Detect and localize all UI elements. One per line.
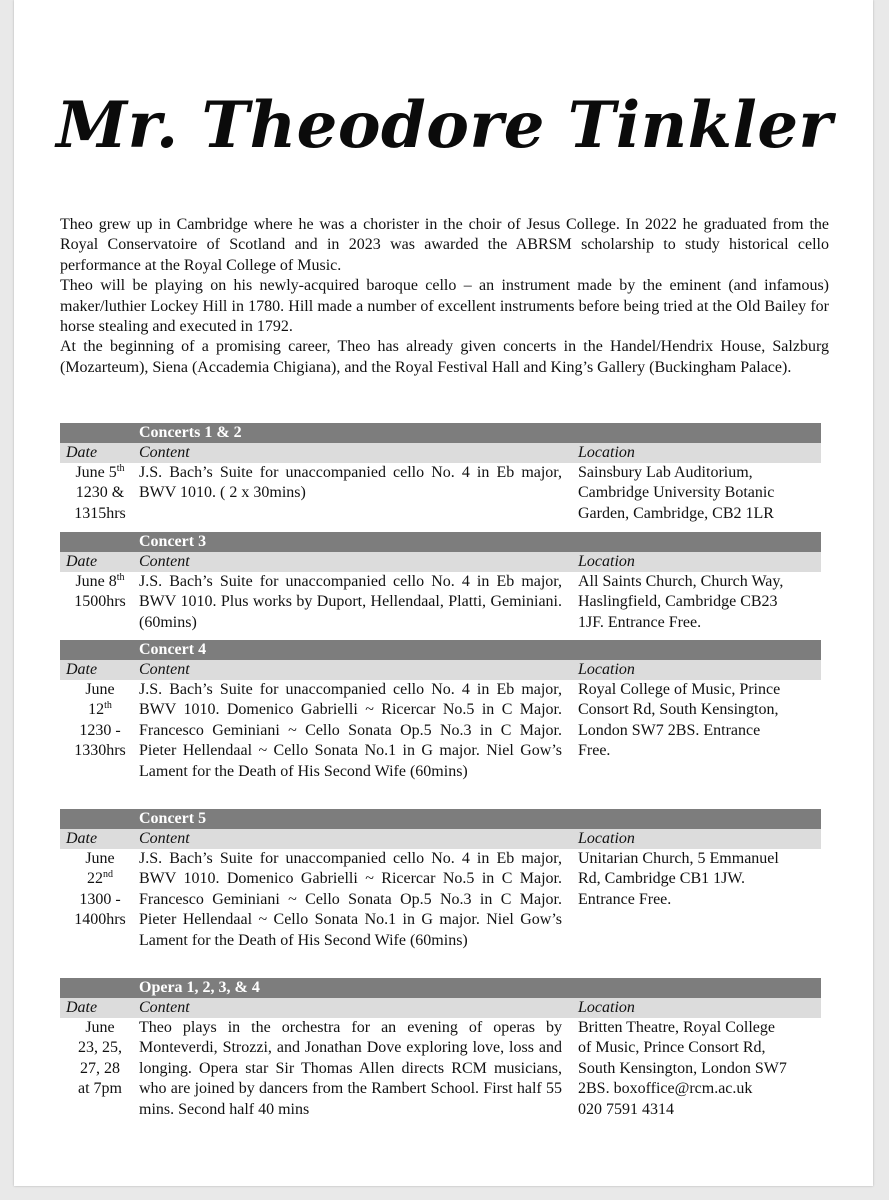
concert-heading: Concert 4	[139, 641, 207, 658]
date-header: Date	[66, 661, 98, 678]
concert-block	[60, 640, 821, 808]
bio-paragraph: At the beginning of a promising career, Theo has already given concerts in the Handel/Hendrix House, Salzburg (Mozarteum), Siena (Accademia Chigiana), and the Royal Festival Hall and King’s Gallery (Buckingham Palace).	[60, 338, 829, 376]
date-header: Date	[66, 444, 98, 461]
location-header: Location	[578, 444, 635, 461]
concert-date: June 22nd 1300 - 1400hrs	[74, 850, 126, 929]
content-header: Content	[139, 830, 190, 847]
concert-location: Sainsbury Lab Auditorium, Cambridge University Botanic Garden, Cambridge, CB2 1LR	[578, 464, 775, 522]
content-header: Content	[139, 444, 190, 461]
concert-content: J.S. Bach’s Suite for unaccompanied cello No. 4 in Eb major, BWV 1010. Plus works by Duport, Hellendaal, Platti, Geminiani. (60mins)	[139, 573, 562, 631]
column-header-row	[60, 443, 821, 463]
concert-date: June 23, 25, 27, 28 at 7pm	[78, 1019, 122, 1098]
concert-block	[60, 423, 821, 530]
column-header-row	[60, 998, 821, 1018]
date-header: Date	[66, 999, 98, 1016]
date-header: Date	[66, 553, 98, 570]
concert-location: Royal College of Music, Prince Consort Rd, South Kensington, London SW7 2BS. Entrance Free.	[578, 681, 781, 760]
concert-details	[60, 1018, 821, 1128]
biography	[60, 215, 829, 378]
concert-details	[60, 849, 821, 977]
page-title: Mr. Theodore Tinkler	[56, 88, 833, 163]
column-header-row	[60, 660, 821, 680]
concert-content: Theo plays in the orchestra for an evening of operas by Monteverdi, Strozzi, and Jonathan Dove exploring love, loss and longing. Opera star Sir Thomas Allen directs RCM musicians, who are joined by dancers from the Rambert School. First half 55 mins. Second half 40 mins	[139, 1019, 562, 1118]
concert-heading-bar	[60, 640, 821, 660]
concert-heading-bar	[60, 978, 821, 998]
concert-block	[60, 532, 821, 638]
concert-content: J.S. Bach’s Suite for unaccompanied cello No. 4 in Eb major, BWV 1010. Domenico Gabrielli ~ Ricercar No.5 in C Major. Francesco Geminiani ~ Cello Sonata Op.5 No.3 in C Major. Pieter Hellendaal ~ Cello Sonata No.1 in G major. Niel Gow’s Lament for the Death of His Second Wife (60mins)	[139, 850, 562, 949]
concert-block	[60, 978, 821, 1128]
bio-paragraph: Theo grew up in Cambridge where he was a chorister in the choir of Jesus College. In 2022 he graduated from the Royal Conservatoire of Scotland and in 2023 was awarded the ABRSM scholarship to study historical cello performance at the Royal College of Music.	[60, 216, 829, 274]
concert-heading-bar	[60, 809, 821, 829]
concert-date: June 5th 1230 & 1315hrs	[74, 463, 126, 522]
concert-heading: Concert 3	[139, 533, 207, 550]
location-header: Location	[578, 999, 635, 1016]
column-header-row	[60, 829, 821, 849]
concert-details	[60, 680, 821, 808]
concert-location: Unitarian Church, 5 Emmanuel Rd, Cambridge CB1 1JW. Entrance Free.	[578, 850, 779, 908]
content-header: Content	[139, 661, 190, 678]
concert-content: J.S. Bach’s Suite for unaccompanied cello No. 4 in Eb major, BWV 1010. ( 2 x 30mins)	[139, 464, 562, 502]
concert-heading-bar	[60, 423, 821, 443]
concert-date: June 8th 1500hrs	[74, 572, 126, 611]
date-header: Date	[66, 830, 98, 847]
content-header: Content	[139, 553, 190, 570]
concert-location: All Saints Church, Church Way, Haslingfield, Cambridge CB23 1JF. Entrance Free.	[578, 573, 784, 631]
bio-paragraph: Theo will be playing on his newly-acquired baroque cello – an instrument made by the eminent (and infamous) maker/luthier Lockey Hill in 1780. Hill made a number of excellent instruments before being tried at the Old Bailey for horse stealing and executed in 1792.	[60, 277, 829, 336]
concert-date: June 12th 1230 - 1330hrs	[74, 681, 126, 760]
concert-details	[60, 572, 821, 638]
location-header: Location	[578, 661, 635, 678]
concert-heading: Concerts 1 & 2	[139, 424, 242, 441]
concert-heading: Concert 5	[139, 810, 207, 827]
concert-block	[60, 809, 821, 977]
column-header-row	[60, 552, 821, 572]
location-header: Location	[578, 553, 635, 570]
concert-details	[60, 463, 821, 530]
location-header: Location	[578, 830, 635, 847]
concert-heading: Opera 1, 2, 3, & 4	[139, 979, 260, 996]
concert-content: J.S. Bach’s Suite for unaccompanied cello No. 4 in Eb major, BWV 1010. Domenico Gabrielli ~ Ricercar No.5 in C Major. Francesco Geminiani ~ Cello Sonata Op.5 No.3 in C Major. Pieter Hellendaal ~ Cello Sonata No.1 in G major. Niel Gow’s Lament for the Death of His Second Wife (60mins)	[139, 681, 562, 780]
concert-heading-bar	[60, 532, 821, 552]
content-header: Content	[139, 999, 190, 1016]
concert-location: Britten Theatre, Royal College of Music, Prince Consort Rd, South Kensington, London SW7 2BS. boxoffice@rcm.ac.uk 020 7591 4314	[578, 1019, 787, 1118]
